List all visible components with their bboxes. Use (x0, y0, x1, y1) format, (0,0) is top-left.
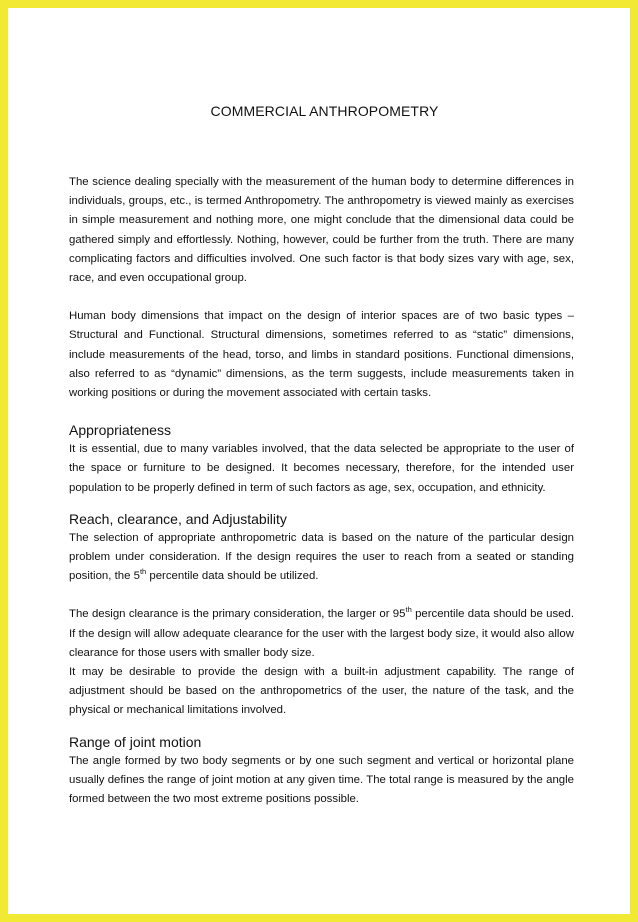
reach-paragraph-1 (69, 529, 574, 587)
reach-p1-superscript: th (139, 567, 147, 577)
intro-paragraph-2: Human body dimensions that impact on the design of interior spaces are of two basic types – Structural and Functional. Structural dimensions, sometimes referred to as “static” dimensions, include measurements of the head, torso, and limbs in standard positions. Functional dimensions, also referred to as “dynamic” dimensions, as the term suggests, include measurements taken in working positions or during the movement associated with certain tasks. (69, 310, 574, 400)
intro-paragraph-1: The science dealing specially with the measurement of the human body to determine differences in individuals, groups, etc., is termed Anthropometry. The anthropometry is viewed mainly as exercises in simple measurement and nothing more, one might conclude that the dimensional data could be gathered simply and effortlessly. Nothing, however, could be further from the truth. There are many complicating factors and difficulties involved. One such factor is that body sizes vary with age, sex, race, and even occupational group. (69, 176, 574, 285)
document-content (69, 101, 574, 809)
reach-paragraph-3: It may be desirable to provide the design with a built-in adjustment capability. The range of adjustment should be based on the anthropometrics of the user, the nature of the task, and the physical or mechanical limitations involved. (69, 666, 574, 717)
appropriateness-paragraph: It is essential, due to many variables involved, that the data selected be appropriate to the user of the space or furniture to be designed. It becomes necessary, therefore, for the intended user population to be properly defined in term of such factors as age, sex, occupation, and ethnicity. (69, 443, 574, 494)
reach-p1-text: The selection of appropriate anthropometric data is based on the nature of the particular design problem under consideration. If the design requires the user to reach from a seated or standing position, the 5 (69, 531, 574, 583)
reach-p1-text-end: percentile data should be utilized. (146, 570, 319, 583)
reach-p2-superscript: th (405, 605, 412, 615)
reach-heading: Reach, clearance, and Adjustability (69, 510, 287, 527)
appropriateness-heading: Appropriateness (69, 422, 171, 439)
document-page (8, 8, 630, 914)
joint-motion-paragraph: The angle formed by two body segments or by one such segment and vertical or horizontal plane usually defines the range of joint motion at any given time. The total range is measured by the angle formed between the two most extreme positions possible. (69, 754, 574, 806)
reach-paragraph-2 (69, 605, 574, 663)
joint-motion-heading: Range of joint motion (69, 733, 202, 750)
document-title: COMMERCIAL ANTHROPOMETRY (210, 103, 439, 119)
reach-p2-text: The design clearance is the primary consideration, the larger or 95 (69, 608, 406, 621)
reach-p2-text-end: percentile data should be used. If the design will allow adequate clearance for the user with the largest body size, it would also allow clearance for those users with smaller body size. (69, 608, 575, 659)
